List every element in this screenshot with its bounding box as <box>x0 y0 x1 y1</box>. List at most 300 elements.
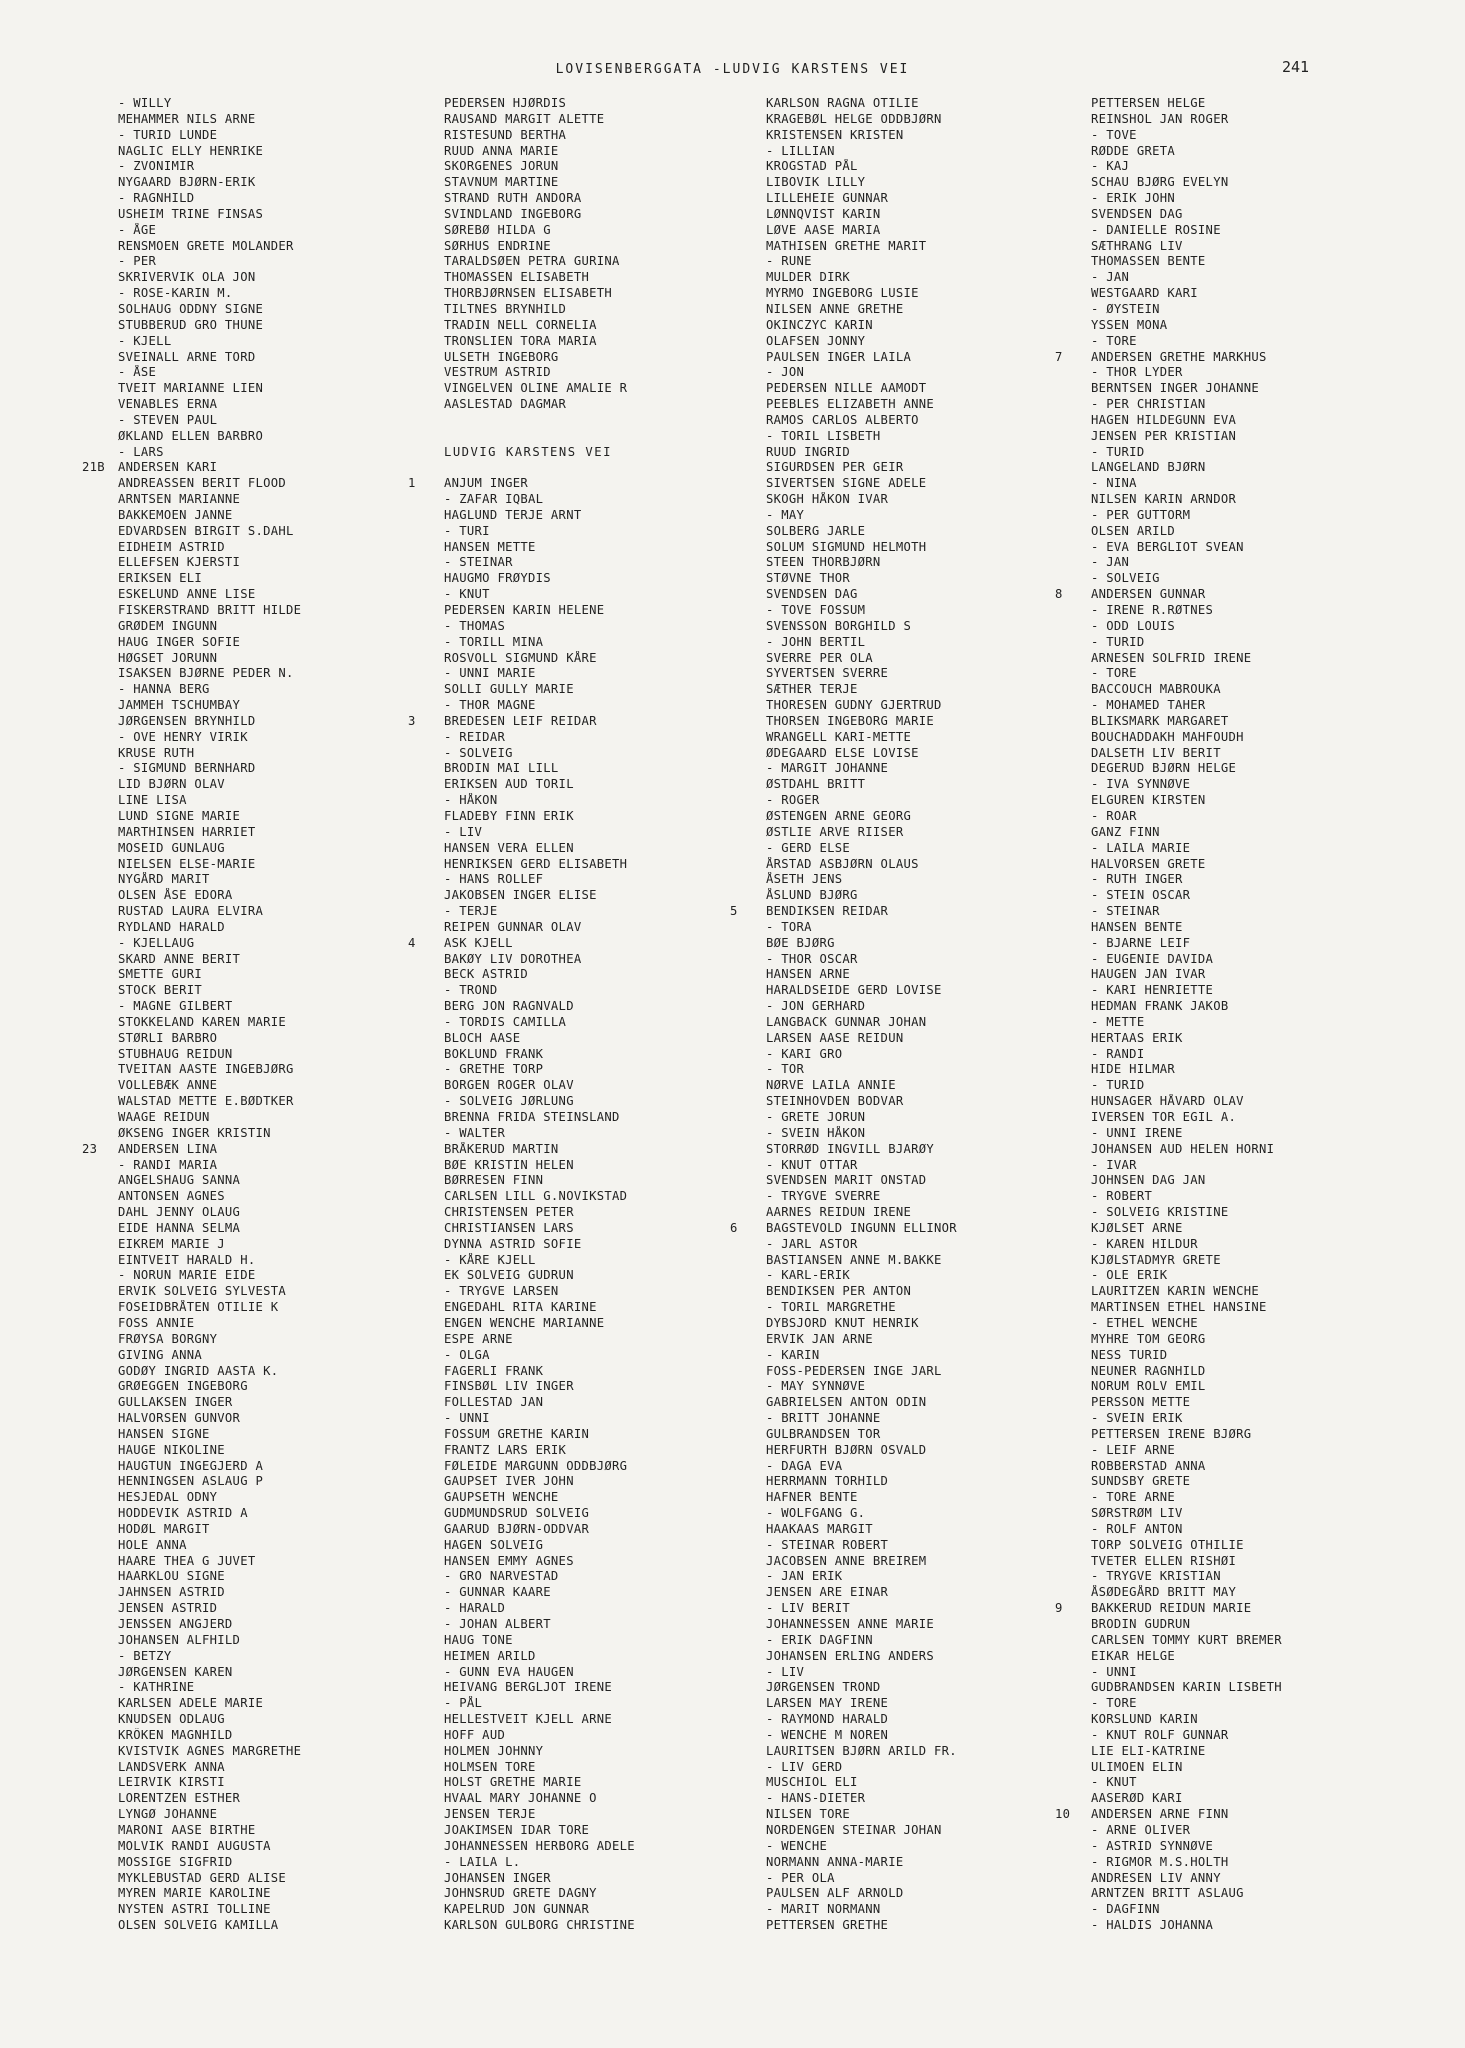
directory-column-1 <box>82 96 417 1934</box>
directory-entry <box>82 1015 417 1031</box>
directory-entry <box>1055 1855 1415 1871</box>
directory-entry <box>730 1871 1065 1887</box>
directory-entry <box>730 1047 1065 1063</box>
resident-name: PETTERSEN IRENE BJØRG <box>1091 1426 1252 1441</box>
directory-entry <box>1055 1538 1415 1554</box>
resident-name: FRØYSA BORGNY <box>118 1331 218 1346</box>
resident-name: VINGELVEN OLINE AMALIE R <box>444 381 628 396</box>
resident-name: ARNTZEN BRITT ASLAUG <box>1091 1886 1244 1901</box>
directory-entry <box>730 1205 1065 1221</box>
directory-entry <box>82 1268 417 1284</box>
directory-entry <box>730 96 1065 112</box>
directory-entry <box>82 714 417 730</box>
directory-entry <box>82 603 417 619</box>
directory-entry <box>730 1253 1065 1269</box>
resident-name: - ETHEL WENCHE <box>1091 1315 1198 1330</box>
directory-entry <box>1055 1031 1415 1047</box>
resident-name: VOLLEBÆK ANNE <box>118 1078 218 1093</box>
resident-name: - UNNI <box>444 1411 490 1426</box>
directory-entry <box>408 128 743 144</box>
directory-entry <box>82 492 417 508</box>
resident-name: - WOLFGANG G. <box>766 1506 866 1521</box>
resident-name: - MAY SYNNØVE <box>766 1379 866 1394</box>
directory-entry <box>730 920 1065 936</box>
directory-entry <box>1055 1348 1415 1364</box>
directory-entry <box>408 1205 743 1221</box>
directory-entry <box>82 1205 417 1221</box>
directory-entry <box>82 191 417 207</box>
directory-entry <box>408 334 743 350</box>
directory-entry <box>1055 904 1415 920</box>
directory-column-4 <box>1055 96 1415 1934</box>
directory-entry <box>82 999 417 1015</box>
resident-name: MARONI AASE BIRTHE <box>118 1822 256 1837</box>
resident-name: KARLSON GULBORG CHRISTINE <box>444 1918 635 1933</box>
directory-entry <box>1055 872 1415 888</box>
resident-name: - TURID LUNDE <box>118 127 218 142</box>
resident-name: FISKERSTRAND BRITT HILDE <box>118 603 302 617</box>
resident-name: BASTIANSEN ANNE M.BAKKE <box>766 1252 942 1267</box>
resident-name: - RUTH INGER <box>1091 872 1183 887</box>
directory-entry <box>82 920 417 936</box>
resident-name: - DAGA EVA <box>766 1458 843 1473</box>
directory-entry <box>408 1538 743 1554</box>
resident-name: USHEIM TRINE FINSAS <box>118 206 264 221</box>
directory-entry <box>408 904 743 920</box>
resident-name: - LIV BERIT <box>766 1601 851 1616</box>
resident-name: - BRITT JOHANNE <box>766 1411 881 1426</box>
directory-entry <box>1055 334 1415 350</box>
directory-entry <box>1055 1728 1415 1744</box>
directory-entry <box>730 1554 1065 1570</box>
directory-entry <box>730 254 1065 270</box>
resident-name: - TORA <box>766 919 812 934</box>
resident-name: BECK ASTRID <box>444 967 529 982</box>
resident-name: SYVERTSEN SVERRE <box>766 666 889 681</box>
directory-entry <box>408 492 743 508</box>
resident-name: BACCOUCH MABROUKA <box>1091 682 1221 697</box>
resident-name: ØSTDAHL BRITT <box>766 777 866 792</box>
resident-name: TORP SOLVEIG OTHILIE <box>1091 1537 1244 1552</box>
resident-name: - HALDIS JOHANNA <box>1091 1918 1214 1933</box>
directory-entry <box>1055 350 1415 366</box>
resident-name: THORESEN GUDNY GJERTRUD <box>766 698 942 713</box>
resident-name: SOLHAUG ODDNY SIGNE <box>118 301 264 316</box>
resident-name: HARALDSEIDE GERD LOVISE <box>766 983 942 998</box>
directory-entry <box>730 508 1065 524</box>
resident-name: - TOVE <box>1091 127 1137 142</box>
resident-name: TILTNES BRYNHILD <box>444 301 567 316</box>
resident-name: FINSBØL LIV INGER <box>444 1379 574 1394</box>
resident-name: BERG JON RAGNVALD <box>444 999 574 1014</box>
directory-entry <box>82 967 417 983</box>
resident-name: ÅSØDEGÅRD BRITT MAY <box>1091 1585 1237 1600</box>
resident-name: GAARUD BJØRN-ODDVAR <box>444 1521 590 1536</box>
resident-name: STAVNUM MARTINE <box>444 175 559 190</box>
directory-entry <box>408 1158 743 1174</box>
directory-entry <box>408 1807 743 1823</box>
resident-name: DYBSJORD KNUT HENRIK <box>766 1315 919 1330</box>
resident-name: HAUGE NIKOLINE <box>118 1442 225 1457</box>
resident-name: ANDERSEN LINA <box>118 1141 218 1156</box>
resident-name: ESKELUND ANNE LISE <box>118 587 256 602</box>
directory-entry <box>1055 1316 1415 1332</box>
directory-entry <box>730 1015 1065 1031</box>
resident-name: - HARALD <box>444 1601 506 1616</box>
resident-name: - KATHRINE <box>118 1680 195 1695</box>
resident-name: ØDEGAARD ELSE LOVISE <box>766 745 919 760</box>
directory-entry <box>1055 1871 1415 1887</box>
directory-entry <box>408 635 743 651</box>
resident-name: - JON GERHARD <box>766 999 866 1014</box>
directory-entry <box>730 1173 1065 1189</box>
resident-name: - KJELLAUG <box>118 935 195 950</box>
resident-name: KROGSTAD PÅL <box>766 159 858 174</box>
resident-name: EK SOLVEIG GUDRUN <box>444 1268 574 1283</box>
directory-entry <box>1055 761 1415 777</box>
resident-name: ØKSENG INGER KRISTIN <box>118 1125 271 1140</box>
directory-entry <box>82 730 417 746</box>
directory-entry <box>730 1142 1065 1158</box>
directory-entry <box>1055 967 1415 983</box>
directory-entry <box>82 445 417 461</box>
directory-entry <box>82 1554 417 1570</box>
resident-name: JOHNSRUD GRETE DAGNY <box>444 1886 597 1901</box>
directory-entry <box>1055 1886 1415 1902</box>
directory-entry <box>1055 1760 1415 1776</box>
resident-name: - SVEIN ERIK <box>1091 1411 1183 1426</box>
resident-name: BRENNA FRIDA STEINSLAND <box>444 1110 620 1124</box>
resident-name: - WALTER <box>444 1125 506 1140</box>
directory-entry <box>730 1284 1065 1300</box>
directory-entry <box>82 1712 417 1728</box>
directory-entry <box>408 270 743 286</box>
resident-name: - KARIN <box>766 1347 820 1362</box>
directory-entry <box>730 793 1065 809</box>
resident-name: OLSEN ARILD <box>1091 523 1176 538</box>
directory-entry <box>1055 302 1415 318</box>
directory-entry <box>730 1490 1065 1506</box>
resident-name: TVEITAN AASTE INGEBJØRG <box>118 1062 294 1077</box>
directory-entry <box>730 587 1065 603</box>
resident-name: BREDESEN LEIF REIDAR <box>444 713 597 728</box>
directory-entry <box>730 967 1065 983</box>
directory-entry <box>408 682 743 698</box>
directory-entry <box>1055 1300 1415 1316</box>
directory-entry <box>730 1839 1065 1855</box>
resident-name: SKARD ANNE BERIT <box>118 951 241 966</box>
resident-name: SVINDLAND INGEBORG <box>444 206 582 221</box>
directory-entry <box>408 1902 743 1918</box>
resident-name: EINTVEIT HARALD H. <box>118 1252 256 1267</box>
resident-name: - GRETE JORUN <box>766 1110 866 1124</box>
resident-name: MOLVIK RANDI AUGUSTA <box>118 1838 271 1853</box>
resident-name: - ROLF ANTON <box>1091 1521 1183 1536</box>
directory-entry <box>408 1189 743 1205</box>
directory-entry <box>408 223 743 239</box>
resident-name: - TORIL MARGRETHE <box>766 1300 896 1315</box>
directory-entry <box>408 1221 743 1237</box>
resident-name: ERVIK SOLVEIG SYLVESTA <box>118 1284 287 1299</box>
resident-name: - STEINAR ROBERT <box>766 1537 889 1552</box>
resident-name: - ÅSE <box>118 365 157 380</box>
directory-entry <box>730 1918 1065 1934</box>
resident-name: KARLSON RAGNA OTILIE <box>766 96 919 110</box>
resident-name: - TORIL LISBETH <box>766 428 881 443</box>
resident-name: OLSEN ÅSE EDORA <box>118 888 233 903</box>
resident-name: FOLLESTAD JAN <box>444 1395 544 1410</box>
resident-name: KRISTENSEN KRISTEN <box>766 127 904 142</box>
directory-entry <box>82 983 417 999</box>
resident-name: HANSEN METTE <box>444 539 536 554</box>
directory-entry <box>408 587 743 603</box>
resident-name: EIDE HANNA SELMA <box>118 1220 241 1235</box>
directory-entry <box>730 555 1065 571</box>
directory-entry <box>730 1078 1065 1094</box>
resident-name: KRUSE RUTH <box>118 745 195 760</box>
directory-entry <box>730 1268 1065 1284</box>
directory-entry <box>1055 1142 1415 1158</box>
directory-entry <box>408 1490 743 1506</box>
directory-entry <box>730 1696 1065 1712</box>
resident-name: - TURID <box>1091 634 1145 649</box>
resident-name: NORMANN ANNA-MARIE <box>766 1854 904 1869</box>
directory-entry <box>408 381 743 397</box>
resident-name: ANDERSEN GUNNAR <box>1091 587 1206 602</box>
directory-entry <box>408 460 743 476</box>
resident-name: LAURITZEN KARIN WENCHE <box>1091 1284 1260 1299</box>
directory-entry <box>1055 714 1415 730</box>
resident-name: - RIGMOR M.S.HOLTH <box>1091 1854 1229 1869</box>
resident-name: JOAKIMSEN IDAR TORE <box>444 1822 590 1837</box>
resident-name: MOSSIGE SIGFRID <box>118 1854 233 1869</box>
resident-name: NAGLIC ELLY HENRIKE <box>118 143 264 158</box>
directory-entry <box>1055 936 1415 952</box>
resident-name: THORSEN INGEBORG MARIE <box>766 713 935 728</box>
resident-name: BØE BJØRG <box>766 935 835 950</box>
directory-entry <box>730 1760 1065 1776</box>
resident-name: HOLMSEN TORE <box>444 1759 536 1774</box>
directory-entry <box>82 429 417 445</box>
resident-name: LID BJØRN OLAV <box>118 777 225 792</box>
resident-name: STEEN THORBJØRN <box>766 555 881 570</box>
resident-name: JOHANSEN INGER <box>444 1870 551 1885</box>
directory-entry <box>1055 365 1415 381</box>
resident-name: - JON <box>766 365 805 380</box>
resident-name: - ROSE-KARIN M. <box>118 286 233 301</box>
directory-entry <box>82 1237 417 1253</box>
directory-entry <box>730 1379 1065 1395</box>
directory-entry <box>408 1300 743 1316</box>
directory-entry <box>408 1094 743 1110</box>
resident-name: DYNNA ASTRID SOFIE <box>444 1236 582 1251</box>
directory-entry <box>82 381 417 397</box>
resident-name: HAAKAAS MARGIT <box>766 1521 873 1536</box>
directory-entry <box>730 128 1065 144</box>
directory-entry <box>1055 1506 1415 1522</box>
directory-entry <box>730 936 1065 952</box>
resident-name: - ÅGE <box>118 222 157 237</box>
resident-name: - TORE <box>1091 1696 1137 1711</box>
resident-name: BLIKSMARK MARGARET <box>1091 713 1229 728</box>
resident-name: RØDDE GRETA <box>1091 143 1176 158</box>
directory-entry <box>730 429 1065 445</box>
resident-name: - MARGIT JOHANNE <box>766 761 889 776</box>
directory-column-3 <box>730 96 1065 1934</box>
resident-name: SØREBØ HILDA G <box>444 222 551 237</box>
resident-name: SVERRE PER OLA <box>766 650 873 665</box>
directory-entry <box>82 1047 417 1063</box>
directory-entry <box>730 540 1065 556</box>
resident-name: - TORE <box>1091 333 1137 348</box>
directory-entry <box>730 888 1065 904</box>
resident-name: SVENDSEN DAG <box>766 587 858 602</box>
directory-entry <box>82 1395 417 1411</box>
resident-name: SVENDSEN MARIT ONSTAD <box>766 1173 927 1188</box>
resident-name: OKINCZYC KARIN <box>766 317 873 332</box>
resident-name: LØVE AASE MARIA <box>766 222 881 237</box>
directory-entry <box>82 1823 417 1839</box>
resident-name: HERFURTH BJØRN OSVALD <box>766 1442 927 1457</box>
resident-name: HESJEDAL ODNY <box>118 1490 218 1505</box>
directory-entry <box>1055 555 1415 571</box>
resident-name: MATHISEN GRETHE MARIT <box>766 238 927 253</box>
house-number: 5 <box>730 904 738 919</box>
resident-name: NYSTEN ASTRI TOLLINE <box>118 1902 271 1917</box>
resident-name: HANSEN VERA ELLEN <box>444 840 574 855</box>
resident-name: - GRETHE TORP <box>444 1062 544 1077</box>
directory-entry <box>730 714 1065 730</box>
directory-entry <box>82 1522 417 1538</box>
directory-entry <box>82 1031 417 1047</box>
resident-name: GODØY INGRID AASTA K. <box>118 1363 279 1378</box>
resident-name: MARTINSEN ETHEL HANSINE <box>1091 1300 1267 1315</box>
directory-entry <box>730 603 1065 619</box>
resident-name: GAUPSETH WENCHE <box>444 1490 559 1505</box>
resident-name: - TRYGVE LARSEN <box>444 1284 559 1299</box>
resident-name: - ODD LOUIS <box>1091 618 1176 633</box>
resident-name: - NINA <box>1091 476 1137 491</box>
directory-column-2 <box>408 96 743 1934</box>
directory-entry <box>730 761 1065 777</box>
directory-entry <box>82 1855 417 1871</box>
resident-name: WRANGELL KARI-METTE <box>766 729 912 744</box>
resident-name: ISAKSEN BJØRNE PEDER N. <box>118 666 294 681</box>
directory-entry <box>1055 651 1415 667</box>
resident-name: PAULSEN INGER LAILA <box>766 349 912 364</box>
directory-entry <box>730 1569 1065 1585</box>
resident-name: SIVERTSEN SIGNE ADELE <box>766 476 927 491</box>
resident-name: LANGELAND BJØRN <box>1091 460 1206 475</box>
resident-name: - JARL ASTOR <box>766 1236 858 1251</box>
resident-name: JOHANSEN ALFHILD <box>118 1632 241 1647</box>
resident-name: - ROBERT <box>1091 1189 1153 1204</box>
resident-name: HVAAL MARY JOHANNE O <box>444 1791 597 1806</box>
directory-entry <box>730 381 1065 397</box>
directory-entry <box>408 239 743 255</box>
directory-entry <box>730 635 1065 651</box>
directory-entry <box>82 460 417 476</box>
directory-entry <box>408 841 743 857</box>
resident-name: ANDREASSEN BERIT FLOOD <box>118 476 287 491</box>
directory-entry <box>82 872 417 888</box>
directory-entry <box>408 967 743 983</box>
resident-name: STØVNE THOR <box>766 571 851 586</box>
directory-entry <box>82 1173 417 1189</box>
resident-name: GAUPSET IVER JOHN <box>444 1474 574 1489</box>
resident-name: BRODIN GUDRUN <box>1091 1617 1191 1631</box>
directory-entry <box>82 1871 417 1887</box>
directory-entry <box>408 825 743 841</box>
directory-entry <box>408 999 743 1015</box>
directory-entry <box>82 540 417 556</box>
directory-entry <box>82 1839 417 1855</box>
directory-entry <box>730 397 1065 413</box>
resident-name: - GERD ELSE <box>766 840 851 855</box>
resident-name: SOLBERG JARLE <box>766 523 866 538</box>
directory-entry <box>730 1332 1065 1348</box>
resident-name: JØRGENSEN BRYNHILD <box>118 713 256 728</box>
directory-entry <box>82 159 417 175</box>
resident-name: - METTE <box>1091 1014 1145 1029</box>
resident-name: GULBRANDSEN TOR <box>766 1426 881 1441</box>
resident-name: REINSHOL JAN ROGER <box>1091 111 1229 126</box>
directory-entry <box>408 1031 743 1047</box>
resident-name: - WENCHE <box>766 1838 828 1853</box>
resident-name: ULSETH INGEBORG <box>444 349 559 364</box>
resident-name: EIKREM MARIE J <box>118 1236 225 1251</box>
resident-name: ØSTLIE ARVE RIISER <box>766 824 904 839</box>
resident-name: - HANNA BERG <box>118 682 210 697</box>
directory-entry <box>82 1649 417 1665</box>
resident-name: LINE LISA <box>118 793 187 808</box>
directory-entry <box>82 619 417 635</box>
resident-name: RUSTAD LAURA ELVIRA <box>118 904 264 919</box>
resident-name: HODØL MARGIT <box>118 1521 210 1536</box>
directory-entry <box>1055 1189 1415 1205</box>
resident-name: ANDERSEN GRETHE MARKHUS <box>1091 349 1267 364</box>
resident-name: TARALDSØEN PETRA GURINA <box>444 254 620 269</box>
resident-name: HAUGEN JAN IVAR <box>1091 967 1206 982</box>
resident-name: ÅSETH JENS <box>766 872 843 887</box>
directory-entry <box>408 1744 743 1760</box>
directory-entry <box>730 1585 1065 1601</box>
resident-name: NORUM ROLV EMIL <box>1091 1379 1206 1394</box>
directory-entry <box>408 1474 743 1490</box>
directory-entry <box>1055 1047 1415 1063</box>
directory-entry <box>82 888 417 904</box>
directory-entry <box>82 1078 417 1094</box>
directory-entry <box>1055 254 1415 270</box>
directory-entry <box>1055 1443 1415 1459</box>
resident-name: TVEIT MARIANNE LIEN <box>118 381 264 396</box>
resident-name: FØLEIDE MARGUNN ODDBJØRG <box>444 1458 628 1473</box>
resident-name: SMETTE GURI <box>118 967 203 982</box>
directory-entry <box>1055 1665 1415 1681</box>
resident-name: - TRYGVE SVERRE <box>766 1189 881 1204</box>
directory-entry <box>82 1142 417 1158</box>
directory-entry <box>1055 1474 1415 1490</box>
directory-entry <box>730 1158 1065 1174</box>
resident-name: NILSEN ANNE GRETHE <box>766 301 904 316</box>
resident-name: SOLLI GULLY MARIE <box>444 682 574 697</box>
resident-name: TVETER ELLEN RISHØI <box>1091 1553 1237 1568</box>
resident-name: - OLGA <box>444 1347 490 1362</box>
directory-entry <box>730 872 1065 888</box>
directory-entry <box>730 1189 1065 1205</box>
resident-name: HEDMAN FRANK JAKOB <box>1091 999 1229 1014</box>
directory-entry <box>82 746 417 762</box>
